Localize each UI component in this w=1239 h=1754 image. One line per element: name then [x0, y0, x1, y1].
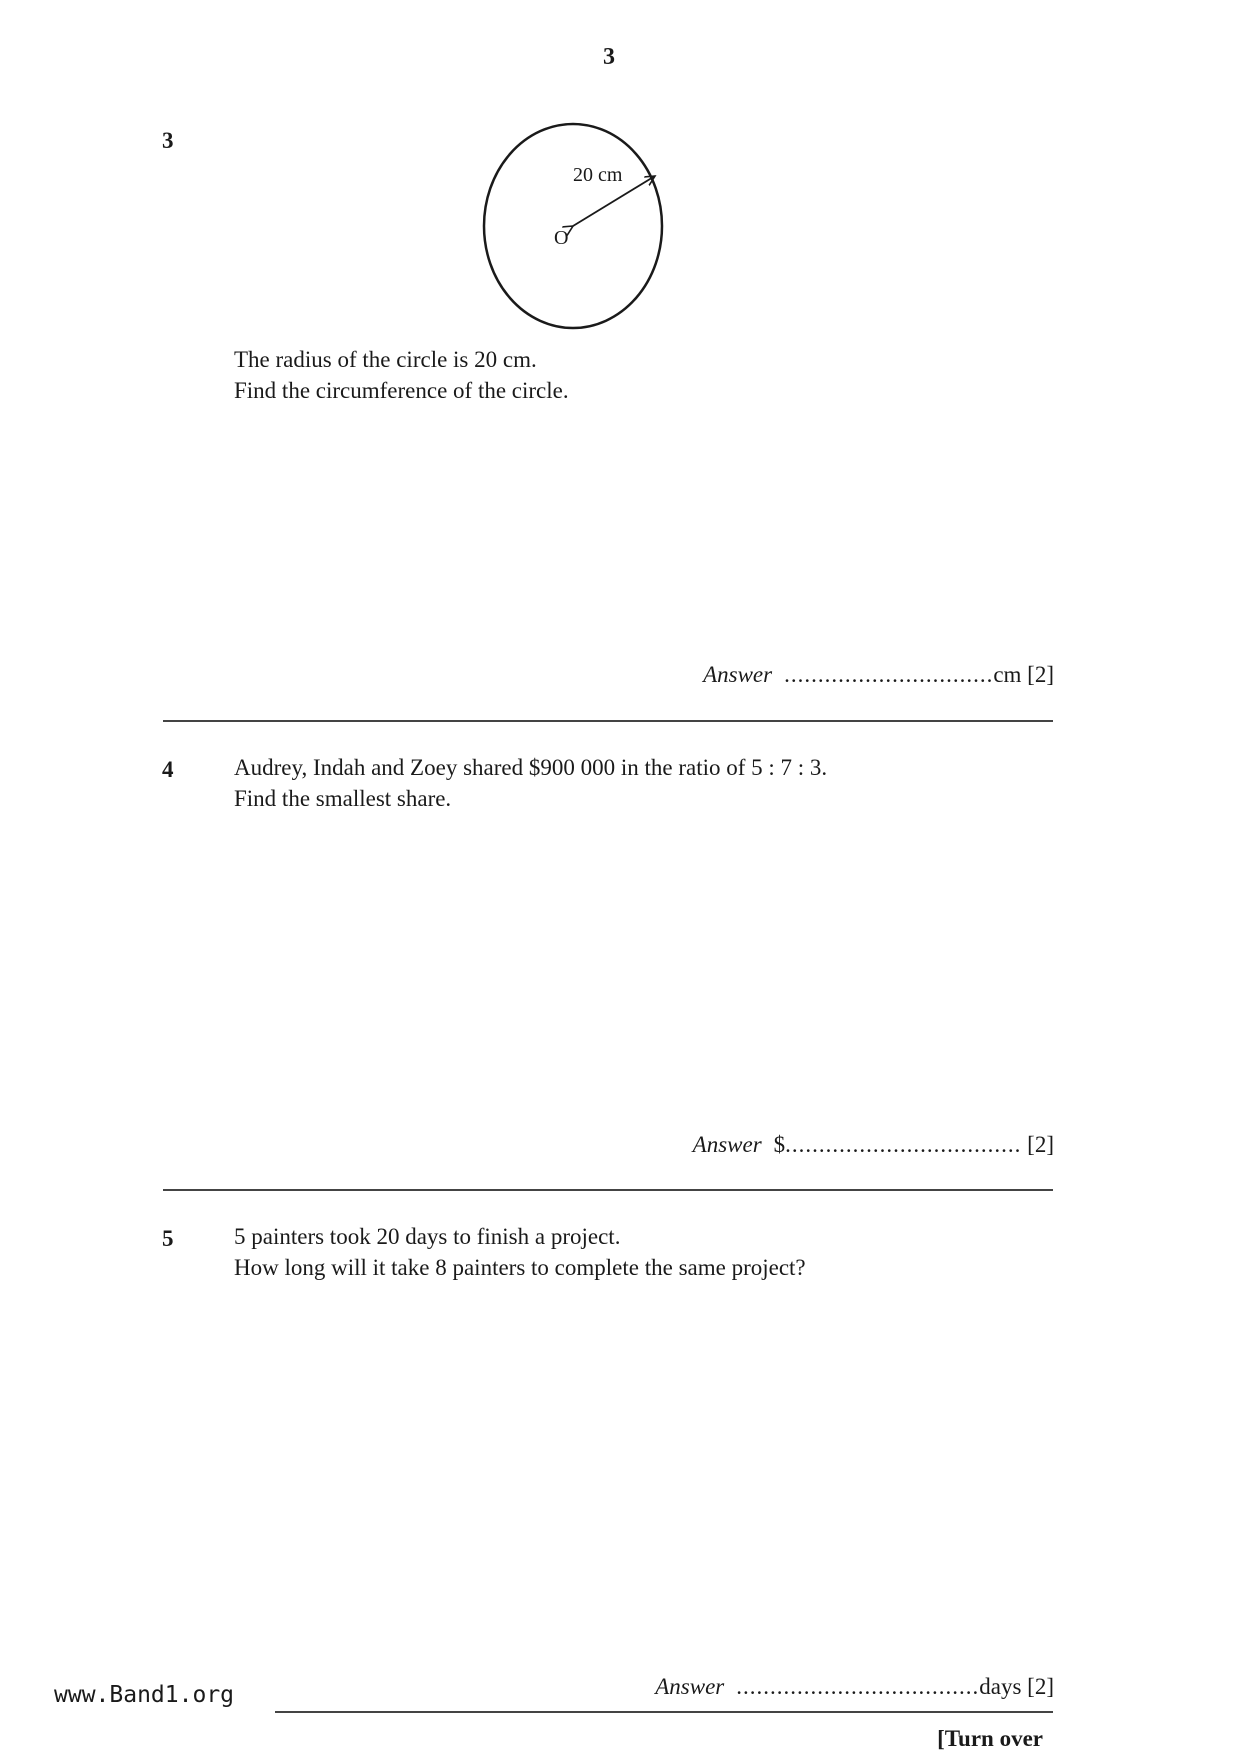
question-3-text [234, 344, 569, 406]
answer-marks: [2] [1027, 1132, 1054, 1157]
turn-over-label: [Turn over [937, 1726, 1043, 1751]
footer-divider [275, 1711, 1053, 1713]
answer-prefix: $ [773, 1132, 786, 1157]
answer-marks: [2] [1027, 662, 1054, 687]
question-3-number: 3 [162, 128, 174, 153]
question-5-text [234, 1221, 806, 1283]
question-5-line-2: How long will it take 8 painters to complete the same project? [234, 1255, 806, 1280]
question-4-line-1: Audrey, Indah and Zoey shared $900 000 in the ratio of 5 : 7 : 3. [234, 755, 828, 780]
answer-blank[interactable]: .................................... [736, 1674, 980, 1699]
section-divider [163, 720, 1053, 722]
question-4-answer [693, 1132, 1054, 1158]
answer-marks: [2] [1027, 1674, 1054, 1699]
question-4-line-2: Find the smallest share. [234, 786, 452, 811]
section-divider [163, 1189, 1053, 1191]
circle-figure [470, 110, 690, 340]
question-3-line-2: Find the circumference of the circle. [234, 378, 569, 403]
question-4-number: 4 [162, 757, 174, 782]
radius-label: 20 cm [573, 164, 623, 186]
center-label: O [554, 227, 569, 249]
footer-url: www.Band1.org [54, 1682, 235, 1708]
answer-blank[interactable]: ............................... [784, 662, 994, 687]
question-5-number: 5 [162, 1226, 174, 1251]
question-5-answer [655, 1674, 1054, 1700]
answer-label: Answer [692, 1132, 762, 1157]
question-4-text [234, 752, 827, 814]
answer-unit: cm [993, 662, 1022, 687]
question-3-answer [703, 662, 1054, 688]
answer-label: Answer [703, 662, 773, 687]
question-3-line-1: The radius of the circle is 20 cm. [234, 347, 537, 372]
question-5-line-1: 5 painters took 20 days to finish a project. [234, 1224, 621, 1249]
answer-blank[interactable]: ................................... [785, 1132, 1022, 1157]
answer-unit: days [979, 1674, 1022, 1699]
answer-label: Answer [655, 1674, 725, 1699]
page-number: 3 [603, 44, 615, 70]
